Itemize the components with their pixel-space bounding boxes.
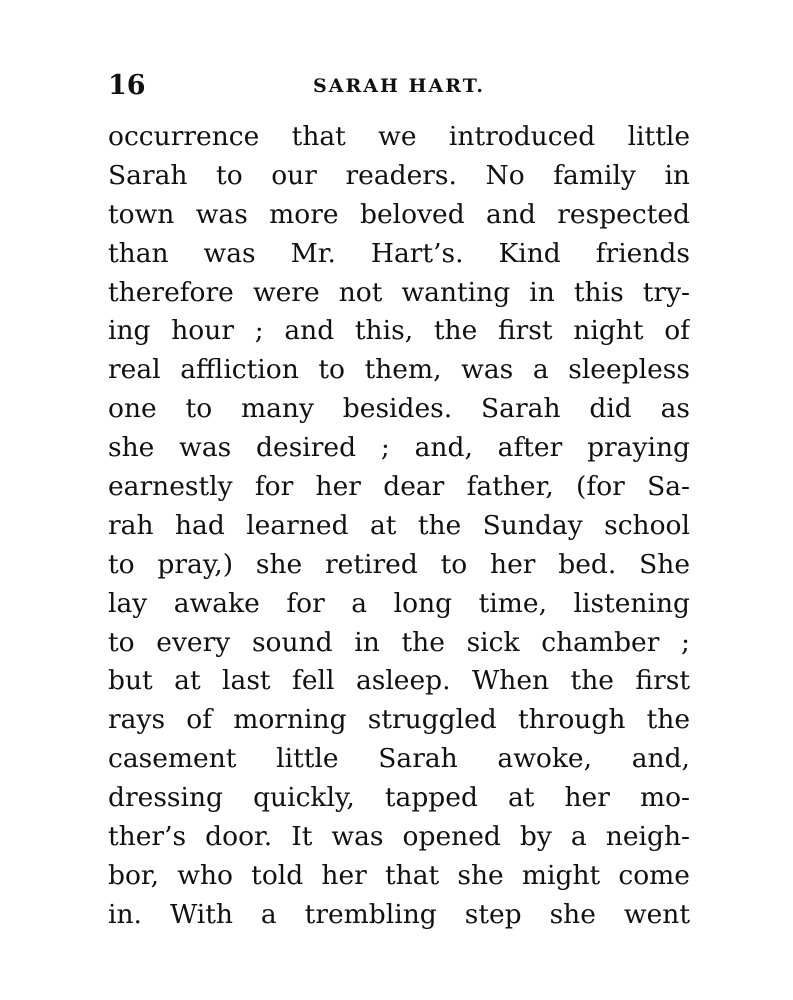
text-line: one to many besides. Sarah did as: [108, 393, 690, 425]
text-line: than was Mr. Hart’s. Kind friends: [108, 237, 690, 269]
page-header: [108, 66, 690, 106]
running-title: SARAH HART.: [312, 75, 485, 97]
text-line: earnestly for her dear father, (for Sa-: [108, 471, 690, 503]
text-line: Sarah to our readers. No family in: [108, 159, 690, 191]
body-text: [108, 118, 690, 935]
text-line: dressing quickly, tapped at her mo-: [108, 782, 690, 814]
text-line: casement little Sarah awoke, and,: [108, 743, 690, 775]
text-line: rah had learned at the Sunday school: [108, 509, 690, 541]
text-line: real affliction to them, was a sleepless: [108, 354, 690, 386]
text-line: but at last fell asleep. When the first: [108, 665, 690, 697]
page-number: 16: [108, 70, 146, 101]
text-line: in. With a trembling step she went: [108, 898, 690, 930]
text-line: therefore were not wanting in this try-: [108, 276, 690, 308]
text-line: she was desired ; and, after praying: [108, 432, 690, 464]
text-line: to pray,) she retired to her bed. She: [108, 548, 690, 580]
text-line: town was more beloved and respected: [108, 198, 690, 230]
text-line: ther’s door. It was opened by a neigh-: [108, 821, 690, 853]
text-line: occurrence that we introduced little: [108, 121, 690, 152]
text-line: to every sound in the sick chamber ;: [108, 626, 690, 658]
text-line: lay awake for a long time, listening: [108, 587, 690, 619]
text-line: bor, who told her that she might come: [108, 859, 690, 891]
text-line: ing hour ; and this, the first night of: [108, 315, 690, 347]
text-line: rays of morning struggled through the: [108, 704, 690, 736]
